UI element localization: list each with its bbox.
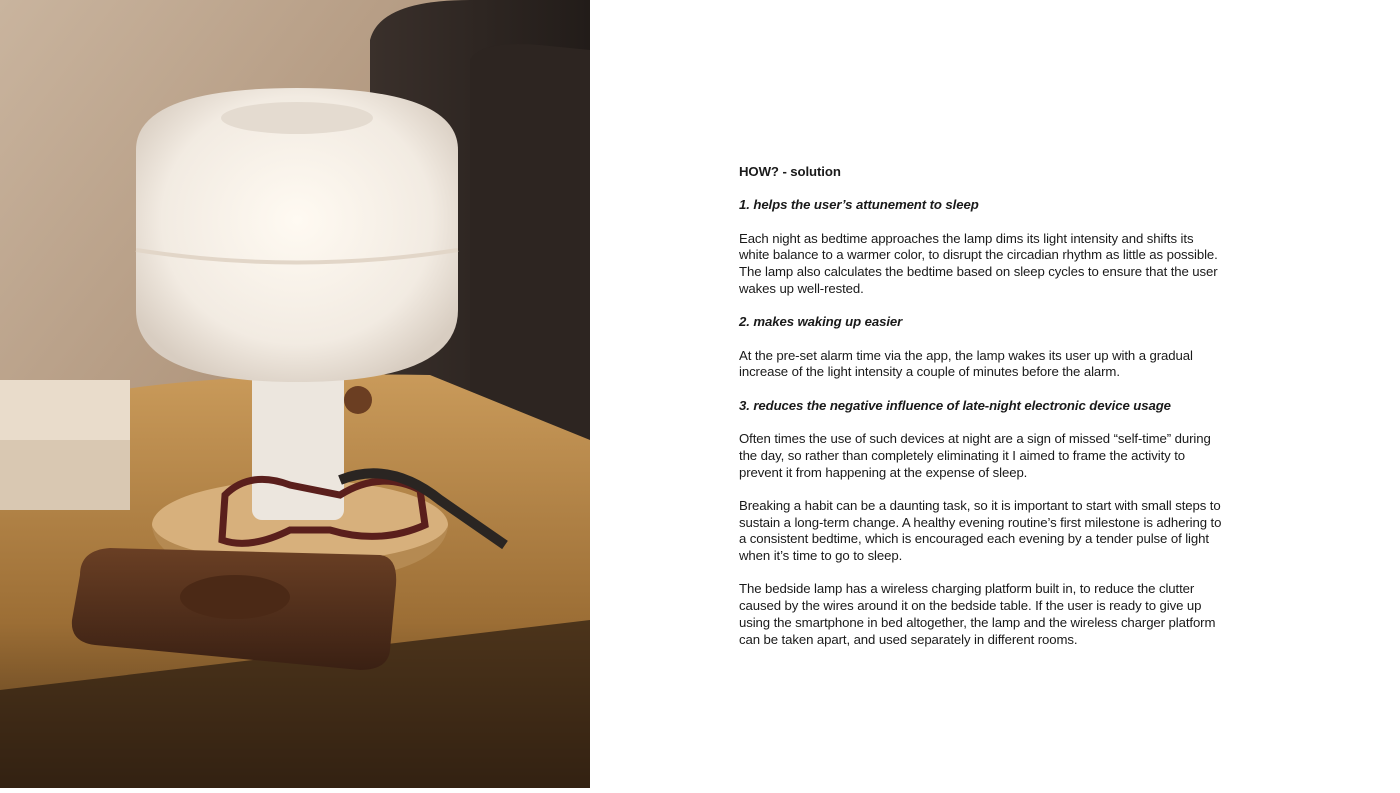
point-title: 3. reduces the negative influence of late-night electronic device usage bbox=[739, 397, 1171, 413]
paragraph-line: The bedside lamp has a wireless charging platform built in, to reduce the clutter bbox=[739, 581, 1195, 597]
paragraph-line: the day, so rather than completely eliminating it I aimed to frame the activity to bbox=[739, 447, 1186, 463]
book-edge bbox=[0, 440, 130, 510]
paragraph-line: At the pre-set alarm time via the app, the lamp wakes its user up with a gradual bbox=[739, 347, 1193, 363]
paragraph-line: Often times the use of such devices at night are a sign of missed “self-time” during bbox=[739, 431, 1211, 447]
paragraph-line: when it’s time to go to sleep. bbox=[739, 548, 903, 564]
paragraph-line: increase of the light intensity a couple of minutes before the alarm. bbox=[739, 364, 1120, 380]
paragraph-line: Each night as bedtime approaches the lamp dims its light intensity and shifts its bbox=[739, 230, 1194, 246]
paragraph-line: Breaking a habit can be a daunting task, so it is important to start with small steps to bbox=[739, 497, 1221, 513]
paragraph-line: caused by the wires around it on the bedside table. If the user is ready to give up bbox=[739, 598, 1202, 614]
lamp-stem bbox=[252, 370, 344, 520]
solution-text bbox=[739, 164, 1279, 648]
point-title: 1. helps the user’s attunement to sleep bbox=[739, 197, 979, 213]
sofa-cushion bbox=[470, 44, 590, 450]
paragraph-line: a consistent bedtime, which is encouraged each evening by a tender pulse of light bbox=[739, 531, 1209, 547]
section-heading: HOW? - solution bbox=[739, 164, 841, 179]
point-title: 2. makes waking up easier bbox=[739, 314, 903, 330]
lamp-knob bbox=[344, 386, 372, 414]
lamp-shade-top bbox=[221, 102, 373, 134]
paragraph-line: can be taken apart, and used separately in different rooms. bbox=[739, 631, 1078, 647]
paragraph-line: The lamp also calculates the bedtime based on sleep cycles to ensure that the user bbox=[739, 264, 1218, 280]
charging-pad bbox=[180, 575, 290, 619]
lamp-photo bbox=[0, 0, 590, 788]
paragraph-line: wakes up well-rested. bbox=[739, 280, 864, 296]
paragraph-line: prevent it from happening at the expense of sleep. bbox=[739, 464, 1028, 480]
paragraph-line: using the smartphone in bed altogether, the lamp and the wireless charger platform bbox=[739, 614, 1216, 630]
paragraph-line: white balance to a warmer color, to disrupt the circadian rhythm as little as possible. bbox=[739, 247, 1218, 263]
paragraph-line: sustain a long-term change. A healthy evening routine’s first milestone is adhering to bbox=[739, 514, 1222, 530]
